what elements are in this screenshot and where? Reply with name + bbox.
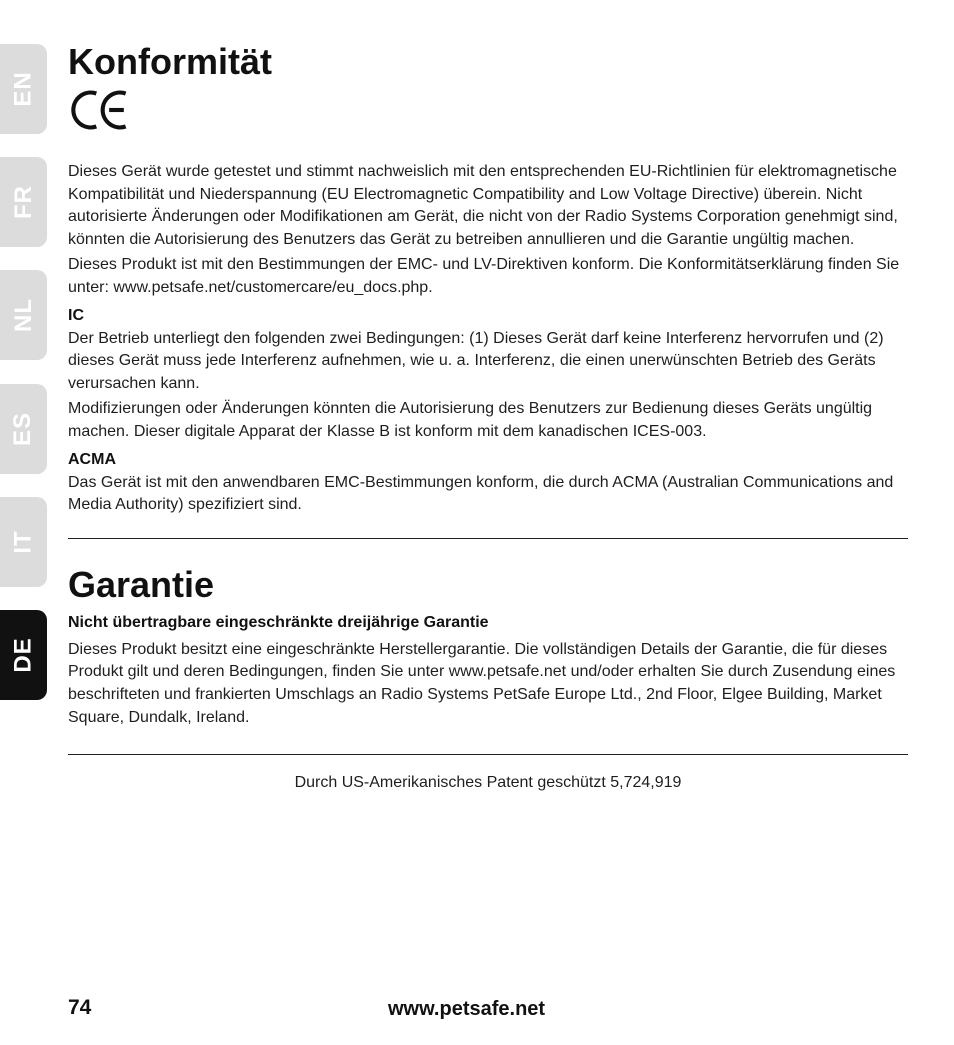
ic-paragraph-1: Der Betrieb unterliegt den folgenden zwei Bedingungen: (1) Dieses Gerät darf keine Interferenz hervorrufen und (2) dieses Gerät muss jede Interferenz aufnehmen, wie u. a. Interferenz, die einen unerwünschten Betrieb des Geräts verursachen kann. bbox=[68, 329, 884, 392]
warranty-paragraph: Dieses Produkt besitzt eine eingeschränkte Herstellergarantie. Die vollständigen Details der Garantie, die für dieses Produkt gilt und deren Bedingungen, finden Sie unter www.petsafe.net und/oder erhalten Sie durch Zusendung eines beschrifteten und frankierten Umschlags an Radio Systems PetSafe Europe Ltd., 2nd Floor, Elgee Building, Market Square, Dundalk, Ireland. bbox=[68, 640, 896, 726]
tab-it-label: IT bbox=[9, 530, 37, 554]
tab-en[interactable] bbox=[0, 44, 47, 134]
tab-nl[interactable] bbox=[0, 270, 47, 360]
footer-url[interactable]: www.petsafe.net bbox=[388, 998, 546, 1020]
warranty-title: Garantie bbox=[68, 563, 215, 605]
tab-fr[interactable] bbox=[0, 157, 47, 247]
tab-de[interactable] bbox=[0, 610, 47, 700]
conformity-paragraph-2: Dieses Produkt ist mit den Bestimmungen der EMC- und LV-Direktiven konform. Die Konformitätserklärung finden Sie unter: www.petsafe.net/customercare/eu_docs.php. bbox=[68, 256, 900, 296]
patent-note: Durch US-Amerikanisches Patent geschützt 5,724,919 bbox=[294, 774, 682, 792]
patent-divider bbox=[68, 754, 908, 755]
tab-it[interactable] bbox=[0, 497, 47, 587]
tab-es[interactable] bbox=[0, 384, 47, 474]
ic-heading: IC bbox=[68, 306, 84, 324]
ic-paragraph-2: Modifizierungen oder Änderungen könnten die Autorisierung des Benutzers zur Bedienung dieses Geräts ungültig machen. Dieser digitale Apparat der Klasse B ist konform mit dem kanadischen ICES-003. bbox=[68, 400, 873, 440]
conformity-title: Konformität bbox=[68, 41, 272, 82]
acma-heading: ACMA bbox=[68, 450, 116, 468]
tab-de-label: DE bbox=[9, 637, 37, 673]
tab-nl-label: NL bbox=[9, 298, 37, 332]
page-number: 74 bbox=[68, 996, 92, 1019]
section-divider bbox=[68, 538, 908, 539]
acma-paragraph: Das Gerät ist mit den anwendbaren EMC-Bestimmungen konform, die durch ACMA (Australian Communications and Media Authority) spezifiziert sind. bbox=[68, 473, 894, 514]
warranty-subtitle: Nicht übertragbare eingeschränkte dreijährige Garantie bbox=[68, 613, 489, 631]
ce-mark-icon bbox=[68, 88, 132, 132]
tab-es-label: ES bbox=[9, 411, 37, 447]
conformity-paragraph-1: Dieses Gerät wurde getestet und stimmt nachweislich mit den entsprechenden EU-Richtlinien für elektromagnetische Kompatibilität und Niederspannung (EU Electromagnetic Compatibility and Low Voltage Directive) überein. Nicht autorisierte Änderungen oder Modifikationen am Gerät, die nicht von der Radio Systems Corporation genehmigt sind, könnten die Autorisierung des Benutzers das Gerät zu betreiben annullieren und die Garantie ungültig machen. bbox=[68, 163, 898, 248]
tab-fr-label: FR bbox=[9, 185, 37, 219]
page-content bbox=[68, 40, 908, 795]
tab-en-label: EN bbox=[9, 71, 37, 107]
